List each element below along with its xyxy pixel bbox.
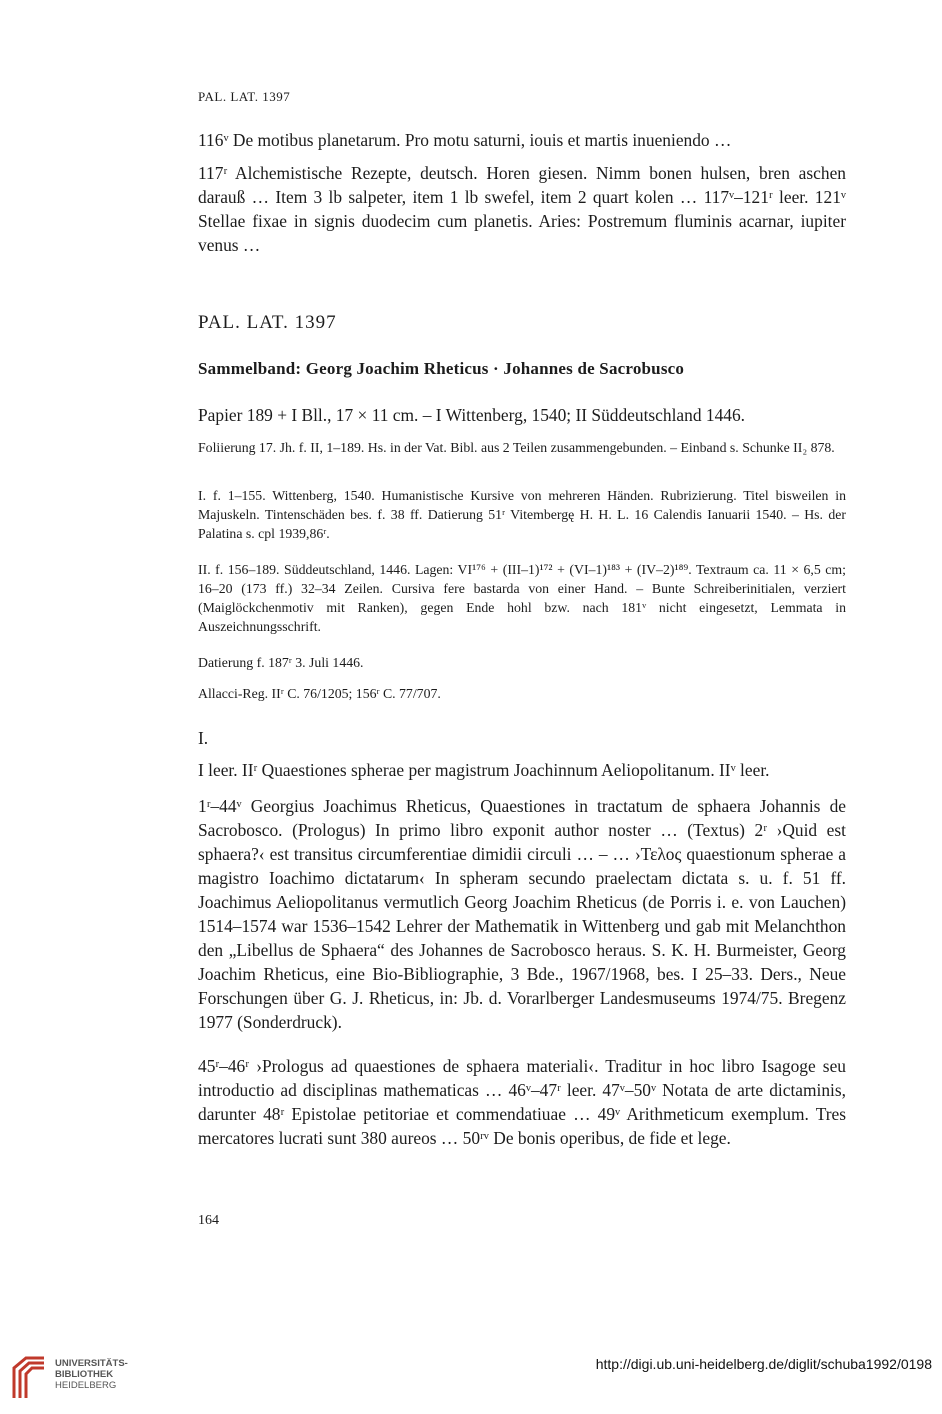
- library-logo-icon: [8, 1354, 48, 1402]
- library-name-line3: HEIDELBERG: [55, 1380, 117, 1391]
- dating-note: Datierung f. 187ʳ 3. Juli 1446.: [198, 655, 364, 670]
- manuscript-signature: PAL. LAT. 1397: [198, 312, 337, 333]
- entry-1r-44v: 1ʳ–44ᵛ Georgius Joachimus Rheticus, Quaestiones in tractatum de sphaera Johannis de Sacrobosco. (Prologus) In primo libro exponit author noster … (Textus) 2ʳ ›Quid est sphaera?‹ est transitus circumferentiae dimidii circuli … – … ›Τελος quaestionum spherae a magistro Ioachimo dictatarum‹ In spheram secundo praelectam dictata s. u. f. 51 ff. Joachimus Aeliopolitanus vermutlich Georg Joachim Rheticus (de Porris i. e. von Lauchen) 1514–1574 war 1536–1542 Lehrer der Mathematik in Wittenberg und gab mit Melanchthon den „Libellus de Sphaera“ des Johannes de Sacrobosco heraus. S. K. H. Burmeister, Georg Joachim Rheticus, eine Bio-Bibliographie, 3 Bde., 1967/1968, bes. I 25–33. Ders., Neue Forschungen über G. J. Rheticus, in: Jb. d. Vorarlberger Landesmuseums 1974/75. Bregenz 1977 (Sonderdruck).: [198, 796, 846, 1032]
- running-head: PAL. LAT. 1397: [198, 89, 291, 104]
- entry-117r: 117ʳ Alchemistische Rezepte, deutsch. Horen giesen. Nimm bonen hulsen, bren aschen darauß … Item 3 lb salpeter, item 1 lb swefel, item 2 quart kolen … 117ᵛ–121ʳ leer. 121ᵛ Stellae fixae in signis duodecim cum planetis. Aries: Postremum fluminis acarnar, iupiter venus …: [198, 163, 846, 255]
- library-name-line2: BIBLIOTHEK: [55, 1369, 114, 1380]
- manuscript-title: Sammelband: Georg Joachim Rheticus · Johannes de Sacrobusco: [198, 359, 685, 378]
- library-name: [55, 1358, 128, 1391]
- physical-description: Papier 189 + I Bll., 17 × 11 cm. – I Wittenberg, 1540; II Süddeutschland 1446.: [198, 405, 746, 425]
- footer-bar: [0, 1346, 942, 1414]
- allacci-register: Allacci-Reg. IIʳ C. 76/1205; 156ʳ C. 77/707.: [198, 686, 441, 701]
- entry-IIr: I leer. IIʳ Quaestiones spherae per magistrum Joachinnum Aeliopolitanum. IIᵛ leer.: [198, 760, 770, 780]
- entry-45r-50v: 45ʳ–46ʳ ›Prologus ad quaestiones de sphaera materiali‹. Traditur in hoc libro Isagoge seu introductio ad disciplinas mathematicas … 46ᵛ–47ʳ leer. 47ᵛ–50ᵛ Notata de arte dictaminis, darunter 48ʳ Epistolae petitoriae et commendatiuae … 49ᵛ Arithmeticum exemplum. Tres mercatores lucrati sunt 380 aureos … 50ʳᵛ De bonis operibus, de fide et lege.: [198, 1056, 846, 1148]
- entry-116v: 116ᵛ De motibus planetarum. Pro motu saturni, iouis et martis inueniendo …: [198, 130, 732, 150]
- part-two-description: II. f. 156–189. Süddeutschland, 1446. Lagen: VI¹⁷⁶ + (III–1)¹⁷² + (VI–1)¹⁸³ + (IV–2)¹⁸⁹. Textraum ca. 11 × 6,5 cm; 16–20 (173 ff.) 32–34 Zeilen. Cursiva fere bastarda von einer Hand. – Bunte Schreiberinitialen, verziert (Maiglöckchenmotiv mit Ranken), gegen Ende hohl bzw. nach 181ᵛ nicht eingesetzt, Lemmata in Auszeichnungsschrift.: [198, 562, 846, 634]
- foliation-note: Foliierung 17. Jh. f. II, 1–189. Hs. in der Vat. Bibl. aus 2 Teilen zusammengebunden. – Einband s. Schunke II₂ 878.: [198, 440, 835, 455]
- source-url-link[interactable]: http://digi.ub.uni-heidelberg.de/diglit/schuba1992/0198: [595, 1356, 932, 1372]
- library-name-line1: UNIVERSITÄTS-: [55, 1358, 128, 1369]
- section-heading: I.: [198, 728, 209, 748]
- part-one-description: I. f. 1–155. Wittenberg, 1540. Humanistische Kursive von mehreren Händen. Rubrizierung. Titel bisweilen in Majuskeln. Tintenschäden bes. f. 38 ff. Datierung 51ʳ Vitembergę H. H. L. 16 Calendis Ianuarii 1540. – Hs. der Palatina s. cpl 1939,86ʳ.: [198, 488, 846, 541]
- page-number: 164: [198, 1213, 219, 1228]
